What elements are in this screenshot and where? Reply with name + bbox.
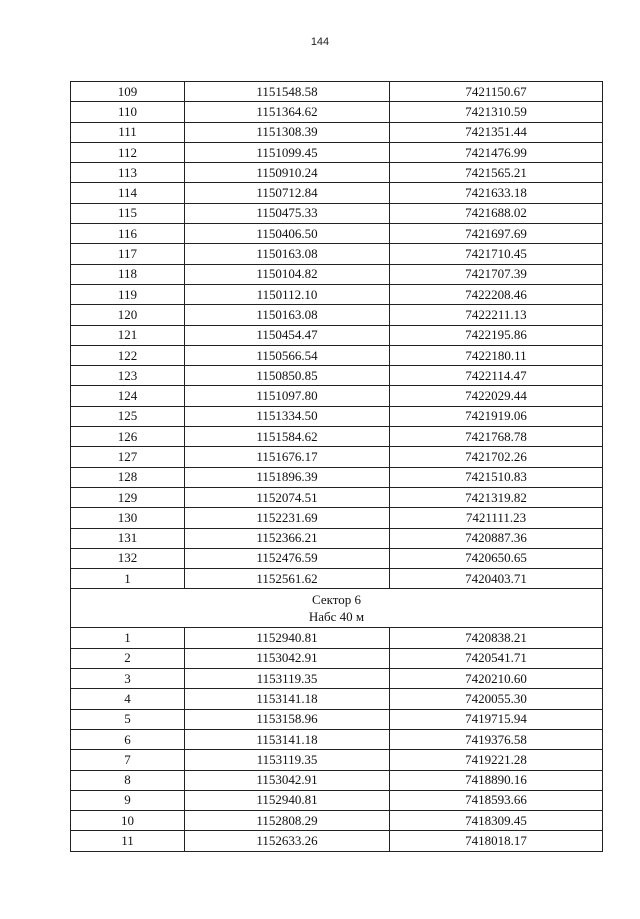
point-number-cell: 5 — [71, 709, 185, 729]
y-coordinate-cell: 7421919.06 — [390, 406, 603, 426]
y-coordinate-cell: 7420541.71 — [390, 648, 603, 668]
table-row — [71, 183, 603, 203]
sector-header — [71, 589, 603, 628]
x-coordinate-cell: 1151364.62 — [185, 102, 390, 122]
point-number-cell: 122 — [71, 345, 185, 365]
y-coordinate-cell: 7421565.21 — [390, 163, 603, 183]
point-number-cell: 1 — [71, 569, 185, 589]
sector-height: Набс 40 м — [308, 609, 365, 625]
y-coordinate-cell: 7420838.21 — [390, 628, 603, 648]
point-number-cell: 131 — [71, 528, 185, 548]
point-number-cell: 123 — [71, 366, 185, 386]
point-number-cell: 132 — [71, 548, 185, 568]
table-row — [71, 345, 603, 365]
coordinates-table — [70, 81, 603, 852]
table-row — [71, 163, 603, 183]
sector-title: Сектор 6 — [311, 592, 361, 608]
table-row — [71, 528, 603, 548]
x-coordinate-cell: 1150475.33 — [185, 203, 390, 223]
table-row — [71, 224, 603, 244]
x-coordinate-cell: 1152561.62 — [185, 569, 390, 589]
sector-row — [71, 589, 603, 628]
point-number-cell: 130 — [71, 508, 185, 528]
page-number: 144 — [310, 36, 330, 48]
y-coordinate-cell: 7419221.28 — [390, 750, 603, 770]
y-coordinate-cell: 7421510.83 — [390, 467, 603, 487]
table-row — [71, 689, 603, 709]
point-number-cell: 111 — [71, 122, 185, 142]
point-number-cell: 113 — [71, 163, 185, 183]
table-row — [71, 244, 603, 264]
x-coordinate-cell: 1150566.54 — [185, 345, 390, 365]
point-number-cell: 117 — [71, 244, 185, 264]
y-coordinate-cell: 7421150.67 — [390, 82, 603, 102]
y-coordinate-cell: 7418309.45 — [390, 811, 603, 831]
table-row — [71, 305, 603, 325]
table-row — [71, 122, 603, 142]
y-coordinate-cell: 7421702.26 — [390, 447, 603, 467]
table-row — [71, 811, 603, 831]
y-coordinate-cell: 7418018.17 — [390, 831, 603, 851]
x-coordinate-cell: 1153119.35 — [185, 669, 390, 689]
y-coordinate-cell: 7421476.99 — [390, 142, 603, 162]
x-coordinate-cell: 1152940.81 — [185, 628, 390, 648]
point-number-cell: 112 — [71, 142, 185, 162]
y-coordinate-cell: 7419715.94 — [390, 709, 603, 729]
point-number-cell: 121 — [71, 325, 185, 345]
table-row — [71, 325, 603, 345]
point-number-cell: 1 — [71, 628, 185, 648]
y-coordinate-cell: 7422029.44 — [390, 386, 603, 406]
x-coordinate-cell: 1151896.39 — [185, 467, 390, 487]
point-number-cell: 6 — [71, 729, 185, 749]
table-row — [71, 790, 603, 810]
x-coordinate-cell: 1151097.80 — [185, 386, 390, 406]
x-coordinate-cell: 1152476.59 — [185, 548, 390, 568]
point-number-cell: 127 — [71, 447, 185, 467]
x-coordinate-cell: 1152808.29 — [185, 811, 390, 831]
point-number-cell: 9 — [71, 790, 185, 810]
y-coordinate-cell: 7420650.65 — [390, 548, 603, 568]
x-coordinate-cell: 1152366.21 — [185, 528, 390, 548]
table-row — [71, 284, 603, 304]
point-number-cell: 7 — [71, 750, 185, 770]
point-number-cell: 129 — [71, 487, 185, 507]
y-coordinate-cell: 7422211.13 — [390, 305, 603, 325]
point-number-cell: 4 — [71, 689, 185, 709]
y-coordinate-cell: 7418890.16 — [390, 770, 603, 790]
x-coordinate-cell: 1152231.69 — [185, 508, 390, 528]
y-coordinate-cell: 7420210.60 — [390, 669, 603, 689]
table-row — [71, 264, 603, 284]
x-coordinate-cell: 1153042.91 — [185, 648, 390, 668]
point-number-cell: 119 — [71, 284, 185, 304]
y-coordinate-cell: 7421697.69 — [390, 224, 603, 244]
y-coordinate-cell: 7421710.45 — [390, 244, 603, 264]
coordinates-table-body-part1 — [71, 82, 603, 589]
x-coordinate-cell: 1151676.17 — [185, 447, 390, 467]
table-row — [71, 447, 603, 467]
x-coordinate-cell: 1153119.35 — [185, 750, 390, 770]
table-row — [71, 709, 603, 729]
y-coordinate-cell: 7419376.58 — [390, 729, 603, 749]
y-coordinate-cell: 7421688.02 — [390, 203, 603, 223]
point-number-cell: 2 — [71, 648, 185, 668]
point-number-cell: 3 — [71, 669, 185, 689]
y-coordinate-cell: 7421319.82 — [390, 487, 603, 507]
point-number-cell: 110 — [71, 102, 185, 122]
y-coordinate-cell: 7421310.59 — [390, 102, 603, 122]
table-row — [71, 203, 603, 223]
x-coordinate-cell: 1150163.08 — [185, 305, 390, 325]
coordinates-table-body-part2 — [71, 628, 603, 851]
x-coordinate-cell: 1150910.24 — [185, 163, 390, 183]
table-row — [71, 366, 603, 386]
table-row — [71, 669, 603, 689]
point-number-cell: 125 — [71, 406, 185, 426]
table-row — [71, 831, 603, 851]
x-coordinate-cell: 1150406.50 — [185, 224, 390, 244]
x-coordinate-cell: 1153141.18 — [185, 689, 390, 709]
y-coordinate-cell: 7422114.47 — [390, 366, 603, 386]
table-row — [71, 386, 603, 406]
x-coordinate-cell: 1152633.26 — [185, 831, 390, 851]
point-number-cell: 118 — [71, 264, 185, 284]
x-coordinate-cell: 1153158.96 — [185, 709, 390, 729]
table-row — [71, 770, 603, 790]
y-coordinate-cell: 7420887.36 — [390, 528, 603, 548]
y-coordinate-cell: 7421111.23 — [390, 508, 603, 528]
x-coordinate-cell: 1152074.51 — [185, 487, 390, 507]
x-coordinate-cell: 1153141.18 — [185, 729, 390, 749]
y-coordinate-cell: 7422195.86 — [390, 325, 603, 345]
x-coordinate-cell: 1153042.91 — [185, 770, 390, 790]
x-coordinate-cell: 1151308.39 — [185, 122, 390, 142]
x-coordinate-cell: 1151584.62 — [185, 427, 390, 447]
y-coordinate-cell: 7420055.30 — [390, 689, 603, 709]
point-number-cell: 8 — [71, 770, 185, 790]
table-row — [71, 427, 603, 447]
table-row — [71, 648, 603, 668]
y-coordinate-cell: 7421707.39 — [390, 264, 603, 284]
table-row — [71, 487, 603, 507]
y-coordinate-cell: 7422180.11 — [390, 345, 603, 365]
y-coordinate-cell: 7422208.46 — [390, 284, 603, 304]
table-row — [71, 569, 603, 589]
table-row — [71, 508, 603, 528]
sector-cell — [71, 589, 603, 628]
x-coordinate-cell: 1151334.50 — [185, 406, 390, 426]
x-coordinate-cell: 1150454.47 — [185, 325, 390, 345]
point-number-cell: 120 — [71, 305, 185, 325]
x-coordinate-cell: 1150112.10 — [185, 284, 390, 304]
point-number-cell: 10 — [71, 811, 185, 831]
point-number-cell: 126 — [71, 427, 185, 447]
table-row — [71, 628, 603, 648]
y-coordinate-cell: 7420403.71 — [390, 569, 603, 589]
y-coordinate-cell: 7418593.66 — [390, 790, 603, 810]
point-number-cell: 116 — [71, 224, 185, 244]
x-coordinate-cell: 1150163.08 — [185, 244, 390, 264]
x-coordinate-cell: 1150104.82 — [185, 264, 390, 284]
point-number-cell: 109 — [71, 82, 185, 102]
x-coordinate-cell: 1150712.84 — [185, 183, 390, 203]
x-coordinate-cell: 1150850.85 — [185, 366, 390, 386]
x-coordinate-cell: 1151099.45 — [185, 142, 390, 162]
table-row — [71, 729, 603, 749]
point-number-cell: 124 — [71, 386, 185, 406]
table-row — [71, 467, 603, 487]
table-row — [71, 750, 603, 770]
x-coordinate-cell: 1152940.81 — [185, 790, 390, 810]
table-row — [71, 82, 603, 102]
y-coordinate-cell: 7421351.44 — [390, 122, 603, 142]
y-coordinate-cell: 7421768.78 — [390, 427, 603, 447]
point-number-cell: 128 — [71, 467, 185, 487]
point-number-cell: 115 — [71, 203, 185, 223]
table-row — [71, 142, 603, 162]
table-row — [71, 406, 603, 426]
point-number-cell: 114 — [71, 183, 185, 203]
x-coordinate-cell: 1151548.58 — [185, 82, 390, 102]
point-number-cell: 11 — [71, 831, 185, 851]
table-row — [71, 102, 603, 122]
y-coordinate-cell: 7421633.18 — [390, 183, 603, 203]
table-row — [71, 548, 603, 568]
